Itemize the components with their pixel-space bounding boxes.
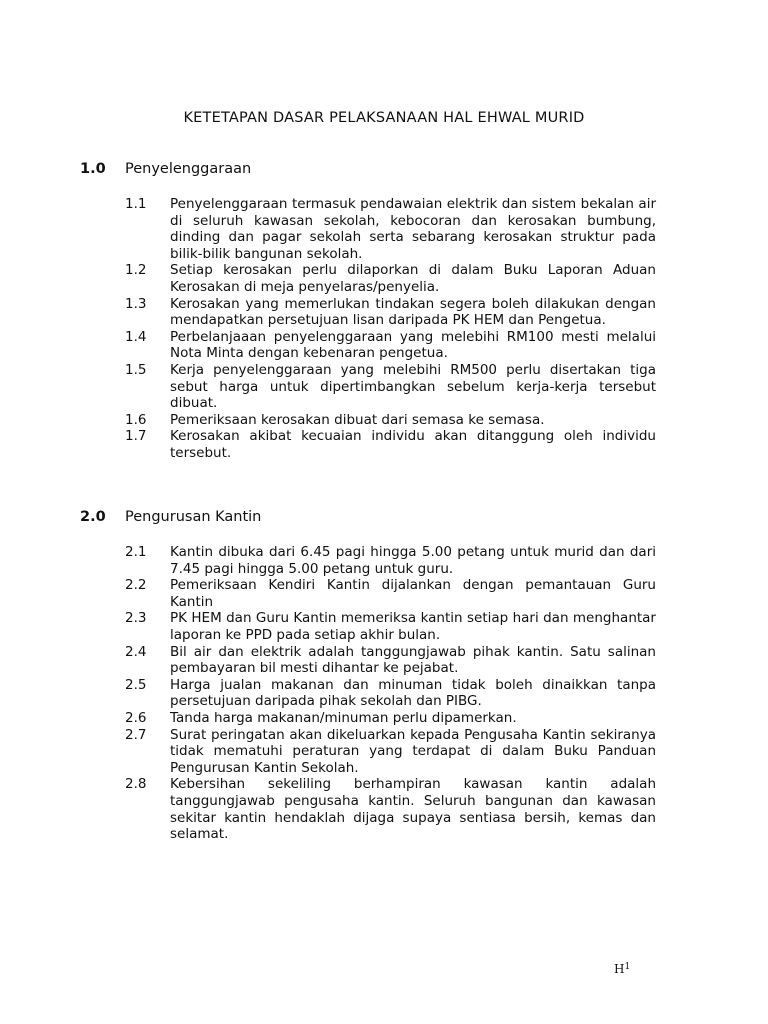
section-heading [80,160,656,178]
list-item [80,644,656,677]
item-text: Bil air dan elektrik adalah tanggungjawab pihak kantin. Satu salinan pembayaran bil mesti dihantar ke pejabat. [170,643,656,677]
item-text: Harga jualan makanan dan minuman tidak boleh dinaikkan tanpa persetujuan daripada pihak sekolah dan PIBG. [170,676,656,710]
item-number: 2.7 [125,726,147,743]
item-number: 1.4 [125,328,147,345]
list-item [80,262,656,295]
item-number: 2.2 [125,577,147,594]
item-number: 2.5 [125,676,147,693]
item-number: 2.8 [125,776,147,793]
list-item [80,544,656,577]
list-item [80,329,656,362]
item-number: 1.1 [125,196,147,212]
list-item [80,296,656,329]
list-item [80,412,656,429]
item-text: Tanda harga makanan/minuman perlu dipamerkan. [170,709,517,726]
item-number: 2.3 [125,610,147,627]
page-footer-mark [614,962,630,976]
item-number: 1.3 [125,295,147,312]
item-text: PK HEM dan Guru Kantin memeriksa kantin setiap hari dan menghantar laporan ke PPD pada setiap akhir bulan. [170,610,656,643]
list-item [80,776,656,842]
item-text: Pemeriksaan Kendiri Kantin dijalankan dengan pemantauan Guru Kantin [170,577,656,610]
list-item [80,428,656,461]
list-item [80,727,656,777]
item-number: 1.6 [125,411,147,428]
item-text: Kebersihan sekeliling berhampiran kawasan kantin adalah tanggungjawab pengusaha kantin. Seluruh bangunan dan kawasan sekitar kantin hendaklah dijaga supaya sentiasa bersih, kemas dan selamat. [170,776,656,843]
list-item [80,710,656,727]
section-pengurusan-kantin [80,508,656,843]
item-text: Penyelenggaraan termasuk pendawaian elektrik dan sistem bekalan air di seluruh kawasan sekolah, kebocoran dan kerosakan bumbung, dinding dan pagar sekolah serta sebarang kerosakan struktur pada bilik-bilik bangunan sekolah. [170,196,656,262]
section-title: Pengurusan Kantin [125,509,262,525]
section-items [80,196,656,462]
list-item [80,577,656,610]
section-title: Penyelenggaraan [125,161,252,177]
item-text: Surat peringatan akan dikeluarkan kepada Pengusaha Kantin sekiranya tidak mematuhi peraturan yang terdapat di dalam Buku Panduan Pengurusan Kantin Sekolah. [170,726,656,776]
footer-mark-letter: H [614,962,625,976]
item-number: 1.7 [125,428,147,445]
list-item [80,196,656,262]
item-number: 1.5 [125,361,147,378]
item-text: Perbelanjaaan penyelenggaraan yang melebihi RM100 mesti melalui Nota Minta dengan kebenaran pengetua. [170,328,656,362]
item-number: 2.6 [125,709,147,726]
item-text: Kerja penyelenggaraan yang melebihi RM500 perlu disertakan tiga sebut harga untuk dipertimbangkan sebelum kerja-kerja tersebut dibuat. [170,361,656,412]
item-text: Pemeriksaan kerosakan dibuat dari semasa ke semasa. [170,411,545,428]
item-text: Kerosakan yang memerlukan tindakan segera boleh dilakukan dengan mendapatkan persetujuan lisan daripada PK HEM dan Pengetua. [170,295,656,329]
document-title: KETETAPAN DASAR PELAKSANAAN HAL EHWAL MURID [183,110,585,126]
list-item [80,362,656,412]
item-text: Kerosakan akibat kecuaian individu akan ditanggung oleh individu tersebut. [170,428,656,461]
item-number: 2.1 [125,544,147,560]
list-item [80,610,656,643]
section-number: 2.0 [80,509,106,525]
list-item [80,677,656,710]
item-number: 2.4 [125,643,147,660]
item-number: 1.2 [125,262,147,279]
section-number: 1.0 [80,161,106,177]
section-penyelenggaraan [80,160,656,462]
section-heading [80,508,656,526]
section-items [80,544,656,843]
item-text: Setiap kerosakan perlu dilaporkan di dalam Buku Laporan Aduan Kerosakan di meja penyelaras/penyelia. [170,262,656,295]
footer-mark-superscript: 1 [624,962,631,972]
item-text: Kantin dibuka dari 6.45 pagi hingga 5.00 petang untuk murid dan dari 7.45 pagi hingga 5.00 petang untuk guru. [170,544,656,577]
